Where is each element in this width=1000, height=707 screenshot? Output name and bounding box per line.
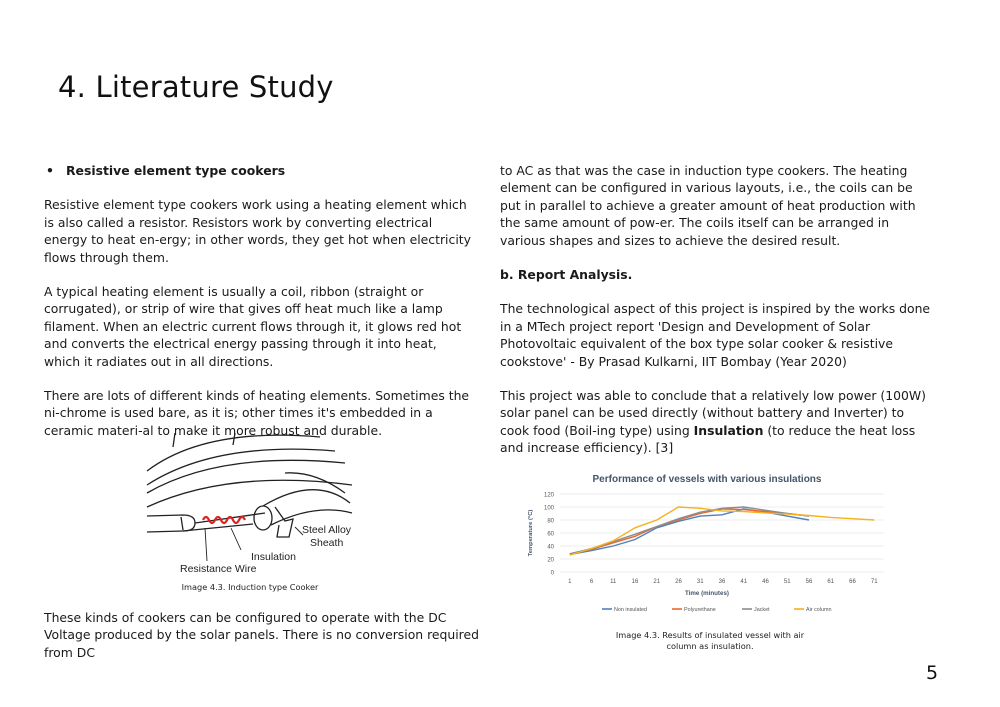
legend-label: Polyurethane — [684, 607, 716, 613]
legend-label: Air column — [806, 607, 832, 613]
paragraph: to AC as that was the case in induction type cookers. The heating element can be configured in various layouts, i.e., the coils can be put in parallel to achieve a greater amount of heat production with the same amount of pow-er. The coils itself can be arranged in various shapes and sizes to achieve the desired result. — [500, 163, 916, 248]
section-heading — [46, 162, 474, 179]
y-tick-label: 0 — [550, 570, 554, 577]
x-tick-label: 51 — [783, 579, 791, 585]
y-tick-label: 60 — [547, 531, 554, 538]
paragraph: The technological aspect of this project is inspired by the works done in a MTech project report 'Design and Development of Solar Photovoltaic equivalent of the box type solar cooker & resistive cookstove' - By Prasad Kulkarni, IIT Bombay (Year 2020) — [500, 301, 931, 369]
y-tick-label: 40 — [547, 544, 554, 551]
x-tick-label: 36 — [718, 579, 726, 585]
x-tick-label: 56 — [805, 579, 813, 585]
x-tick-label: 26 — [675, 579, 682, 585]
insulation-performance-chart — [522, 466, 892, 626]
x-tick-label: 31 — [696, 579, 704, 585]
label-sheath: Sheath — [310, 537, 344, 549]
paragraph: Resistive element type cookers work using a heating element which is also called a resistor. Resistors work by converting electrical energy to heat en-ergy; in other words, they get hot when electricity flows through them. — [44, 197, 471, 265]
x-tick-label: 71 — [870, 579, 878, 585]
bullet-dot: • — [46, 163, 54, 178]
x-tick-label: 1 — [568, 579, 572, 585]
label-resistance-wire: Resistance Wire — [180, 563, 257, 575]
text-run: (to reduce the heat loss and increase efficiency). [3] — [500, 422, 916, 456]
chart-title: Performance of vessels with various insulations — [592, 474, 822, 485]
figure-caption: Image 4.3. Induction type Cooker — [181, 582, 319, 592]
legend-label: Non insulated — [614, 607, 647, 613]
x-tick-label: 16 — [631, 579, 639, 585]
legend-label: Jacket — [754, 607, 770, 613]
y-tick-label: 20 — [547, 557, 554, 564]
page-number: 5 — [926, 662, 939, 684]
paragraph: These kinds of cookers can be configured to operate with the DC Voltage produced by the solar panels. There is no conversion required from DC — [44, 610, 479, 660]
paragraph: A typical heating element is usually a coil, ribbon (straight or corrugated), or strip of wire that gives off heat much like a lamp filament. When an electric current flows through it, it glows red hot and converts the electrical energy passing through it into heat, which it radiates out in all directions. — [44, 284, 462, 369]
heading-text: Resistive element type cookers — [66, 163, 286, 178]
figure-caption: Image 4.3. Results of insulated vessel with air column as insulation. — [615, 630, 805, 651]
left-column — [44, 162, 474, 439]
x-tick-label: 41 — [740, 579, 748, 585]
x-tick-label: 21 — [653, 579, 661, 585]
x-tick-label: 46 — [762, 579, 769, 585]
y-tick-label: 80 — [547, 518, 554, 525]
paragraph — [500, 387, 936, 457]
y-axis-label: Temperature (°C) — [528, 509, 534, 557]
page-title: 4. Literature Study — [58, 70, 334, 104]
label-steel-alloy: Steel Alloy — [302, 524, 352, 536]
x-tick-label: 11 — [610, 579, 617, 585]
label-insulation: Insulation — [251, 551, 296, 563]
right-column — [500, 162, 936, 457]
x-tick-label: 61 — [827, 579, 835, 585]
text-run: This project was able to conclude that a relatively low power (100W) solar panel can be used directly (without battery and Inverter) to cook food (Boil-ing type) using — [500, 388, 926, 438]
x-tick-label: 6 — [589, 579, 594, 585]
bold-text: Insulation — [693, 422, 764, 438]
y-tick-label: 120 — [543, 492, 554, 499]
y-tick-label: 100 — [543, 505, 554, 512]
x-axis-label: Time (minutes) — [685, 590, 729, 597]
heating-element-illustration — [145, 433, 360, 578]
section-heading: b. Report Analysis. — [500, 267, 633, 283]
x-tick-label: 66 — [849, 579, 856, 585]
paragraph: There are lots of different kinds of heating elements. Sometimes the ni-chrome is used bare, as it is; other times it's embedded in a ceramic materi-al to make it more robust and durable. — [44, 388, 470, 438]
resistance-coil — [203, 517, 245, 523]
